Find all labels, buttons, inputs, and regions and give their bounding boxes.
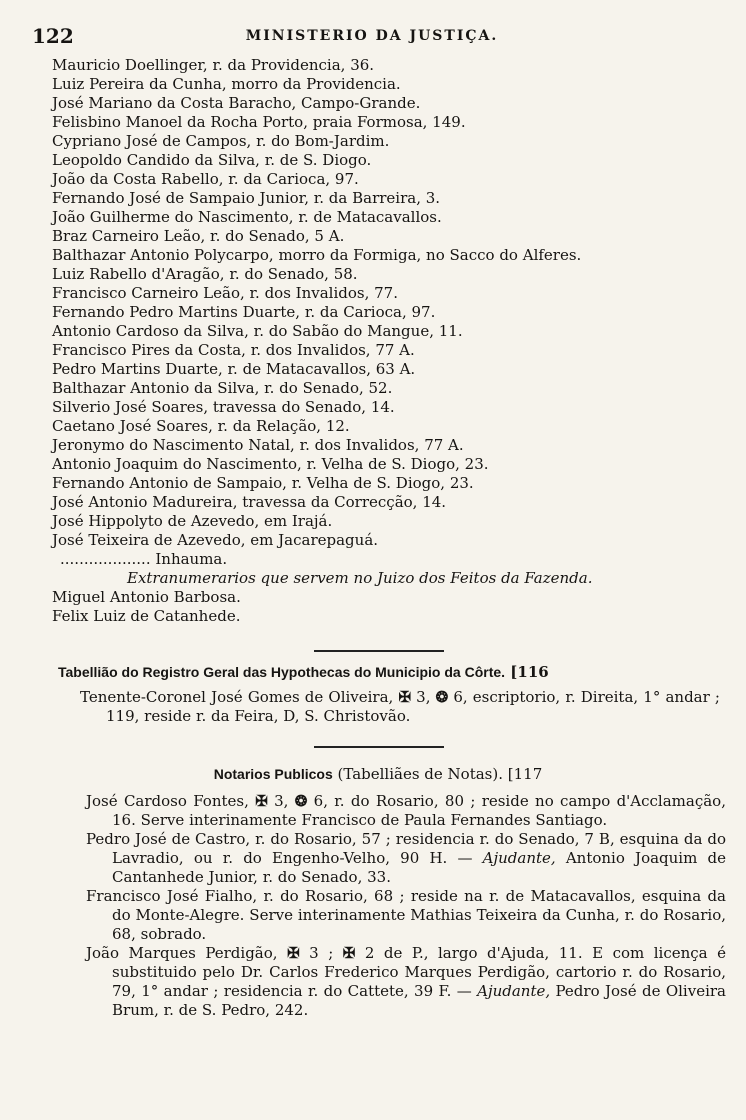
notarios-entries: [86, 792, 726, 1020]
section-divider: [314, 650, 444, 652]
entry-text: Pedro José de Oliveira Brum, r. de S. Pedro, 242.: [112, 982, 726, 1019]
list-item: João Guilherme do Nascimento, r. de Matacavallos.: [52, 208, 442, 226]
entry-text: José Cardoso Fontes,: [86, 792, 249, 810]
notarios-title-sub: (Tabelliães de Notas).: [332, 765, 508, 783]
list-item: Leopoldo Candido da Silva, r. de S. Diogo.: [52, 151, 372, 169]
list-item: Balthazar Antonio da Silva, r. do Senado, 52.: [52, 379, 393, 397]
entry-text: Antonio Joaquim de Cantanhede Junior, r. do Senado, 33.: [112, 849, 726, 886]
notario-entry: [86, 944, 726, 1020]
cross-order-icon: ✠: [255, 792, 268, 810]
entry-italic: Ajudante,: [471, 982, 551, 1000]
list-item: Francisco Pires da Costa, r. dos Invalidos, 77 A.: [52, 341, 415, 359]
list-item: Mauricio Doellinger, r. da Providencia, 36.: [52, 56, 375, 74]
registro-entries: [80, 688, 720, 726]
registro-section-title: [58, 663, 698, 681]
registro-title-text: Tabellião do Registro Geral das Hypothecas do Municipio da Côrte.: [58, 664, 506, 680]
notario-entry: [86, 792, 726, 830]
notarios-ref: [117: [507, 765, 543, 783]
list-item: Francisco Carneiro Leão, r. dos Invalidos, 77.: [52, 284, 398, 302]
entry-text: Tenente-Coronel José Gomes de Oliveira,: [80, 688, 394, 706]
list-item: Balthazar Antonio Polycarpo, morro da Formiga, no Sacco do Alferes.: [52, 246, 582, 264]
entry-text: 2 de P., largo d'Ajuda, 11. E com licença é substituido pelo Dr. Carlos Frederico Marques Perdigão, cartorio r. do Rosario, 79, 1° andar ; residencia r. do Cattete, 39 F. —: [112, 944, 726, 1000]
entry-text: 3,: [411, 688, 436, 706]
entry-text: 6, escriptorio, r. Direita, 1° andar ; 119, reside r. da Feira, D, S. Christovão.: [106, 688, 720, 725]
cross-order-icon: ✠: [287, 944, 300, 962]
notario-entry: [86, 830, 726, 887]
entry-text: 3 ;: [299, 944, 343, 962]
list-item: Fernando Pedro Martins Duarte, r. da Carioca, 97.: [52, 303, 436, 321]
cross-order-icon: ✠: [398, 688, 412, 706]
list-item: Cypriano José de Campos, r. do Bom-Jardim.: [52, 132, 390, 150]
list-item: Caetano José Soares, r. da Relação, 12.: [52, 417, 350, 435]
list-item: Antonio Cardoso da Silva, r. do Sabão do Mangue, 11.: [52, 322, 463, 340]
list-item: Silverio José Soares, travessa do Senado, 14.: [52, 398, 395, 416]
rose-order-icon: ❂: [435, 688, 449, 706]
page-header: [32, 24, 712, 50]
names-list: [52, 56, 702, 626]
extranumerarios-heading: Extranumerarios que servem no Juizo dos Feitos da Fazenda.: [127, 569, 593, 587]
entry-text: 6, r. do Rosario, 80 ; reside no campo d'Acclamação, 16. Serve interinamente Francisco de Paula Fernandes Santiago.: [112, 792, 726, 829]
list-item: Luiz Pereira da Cunha, morro da Providencia.: [52, 75, 401, 93]
entry-text: Francisco José Fialho, r. do Rosario, 68 ; reside na r. de Matacavallos, esquina da do Monte-Alegre. Serve interinamente Mathias Teixeira da Cunha, r. do Rosario, 68, sobrado.: [86, 887, 726, 943]
notarios-title-text: Notarios Publicos: [213, 766, 333, 782]
list-item: Felix Luiz de Catanhede.: [52, 607, 241, 625]
registro-entry: [80, 688, 720, 726]
running-title: MINISTERIO DA JUSTIÇA.: [245, 28, 499, 44]
notarios-section-title: [58, 765, 698, 783]
notario-entry: [86, 887, 726, 944]
entry-text: João Marques Perdigão,: [86, 944, 278, 962]
list-item: Luiz Rabello d'Aragão, r. do Senado, 58.: [52, 265, 358, 283]
page-number: 122: [32, 24, 74, 48]
list-item: Miguel Antonio Barbosa.: [52, 588, 241, 606]
cross-order-icon: ✠: [342, 944, 356, 962]
list-item: Antonio Joaquim do Nascimento, r. Velha de S. Diogo, 23.: [52, 455, 489, 473]
list-item: José Hippolyto de Azevedo, em Irajá.: [52, 512, 333, 530]
list-item: Jeronymo do Nascimento Natal, r. dos Invalidos, 77 A.: [52, 436, 464, 454]
list-item: Braz Carneiro Leão, r. do Senado, 5 A.: [52, 227, 345, 245]
entry-text: 3,: [267, 792, 295, 810]
list-item: Felisbino Manoel da Rocha Porto, praia Formosa, 149.: [52, 113, 466, 131]
entry-italic: Ajudante,: [472, 849, 556, 867]
list-item: ................... Inhauma.: [60, 550, 228, 568]
list-item: José Antonio Madureira, travessa da Correcção, 14.: [52, 493, 447, 511]
list-item: Pedro Martins Duarte, r. de Matacavallos, 63 A.: [52, 360, 416, 378]
rose-order-icon: ❂: [294, 792, 308, 810]
section-divider: [314, 746, 444, 748]
list-item: José Teixeira de Azevedo, em Jacarepaguá.: [52, 531, 379, 549]
list-item: João da Costa Rabello, r. da Carioca, 97.: [52, 170, 359, 188]
list-item: Fernando José de Sampaio Junior, r. da Barreira, 3.: [52, 189, 441, 207]
list-item: Fernando Antonio de Sampaio, r. Velha de S. Diogo, 23.: [52, 474, 474, 492]
list-item: José Mariano da Costa Baracho, Campo-Grande.: [52, 94, 421, 112]
entry-text: Pedro José de Castro, r. do Rosario, 57 ; residencia r. do Senado, 7 B, esquina da do Lavradio, ou r. do Engenho-Velho, 90 H. —: [86, 830, 726, 867]
registro-ref: [116: [510, 663, 549, 681]
